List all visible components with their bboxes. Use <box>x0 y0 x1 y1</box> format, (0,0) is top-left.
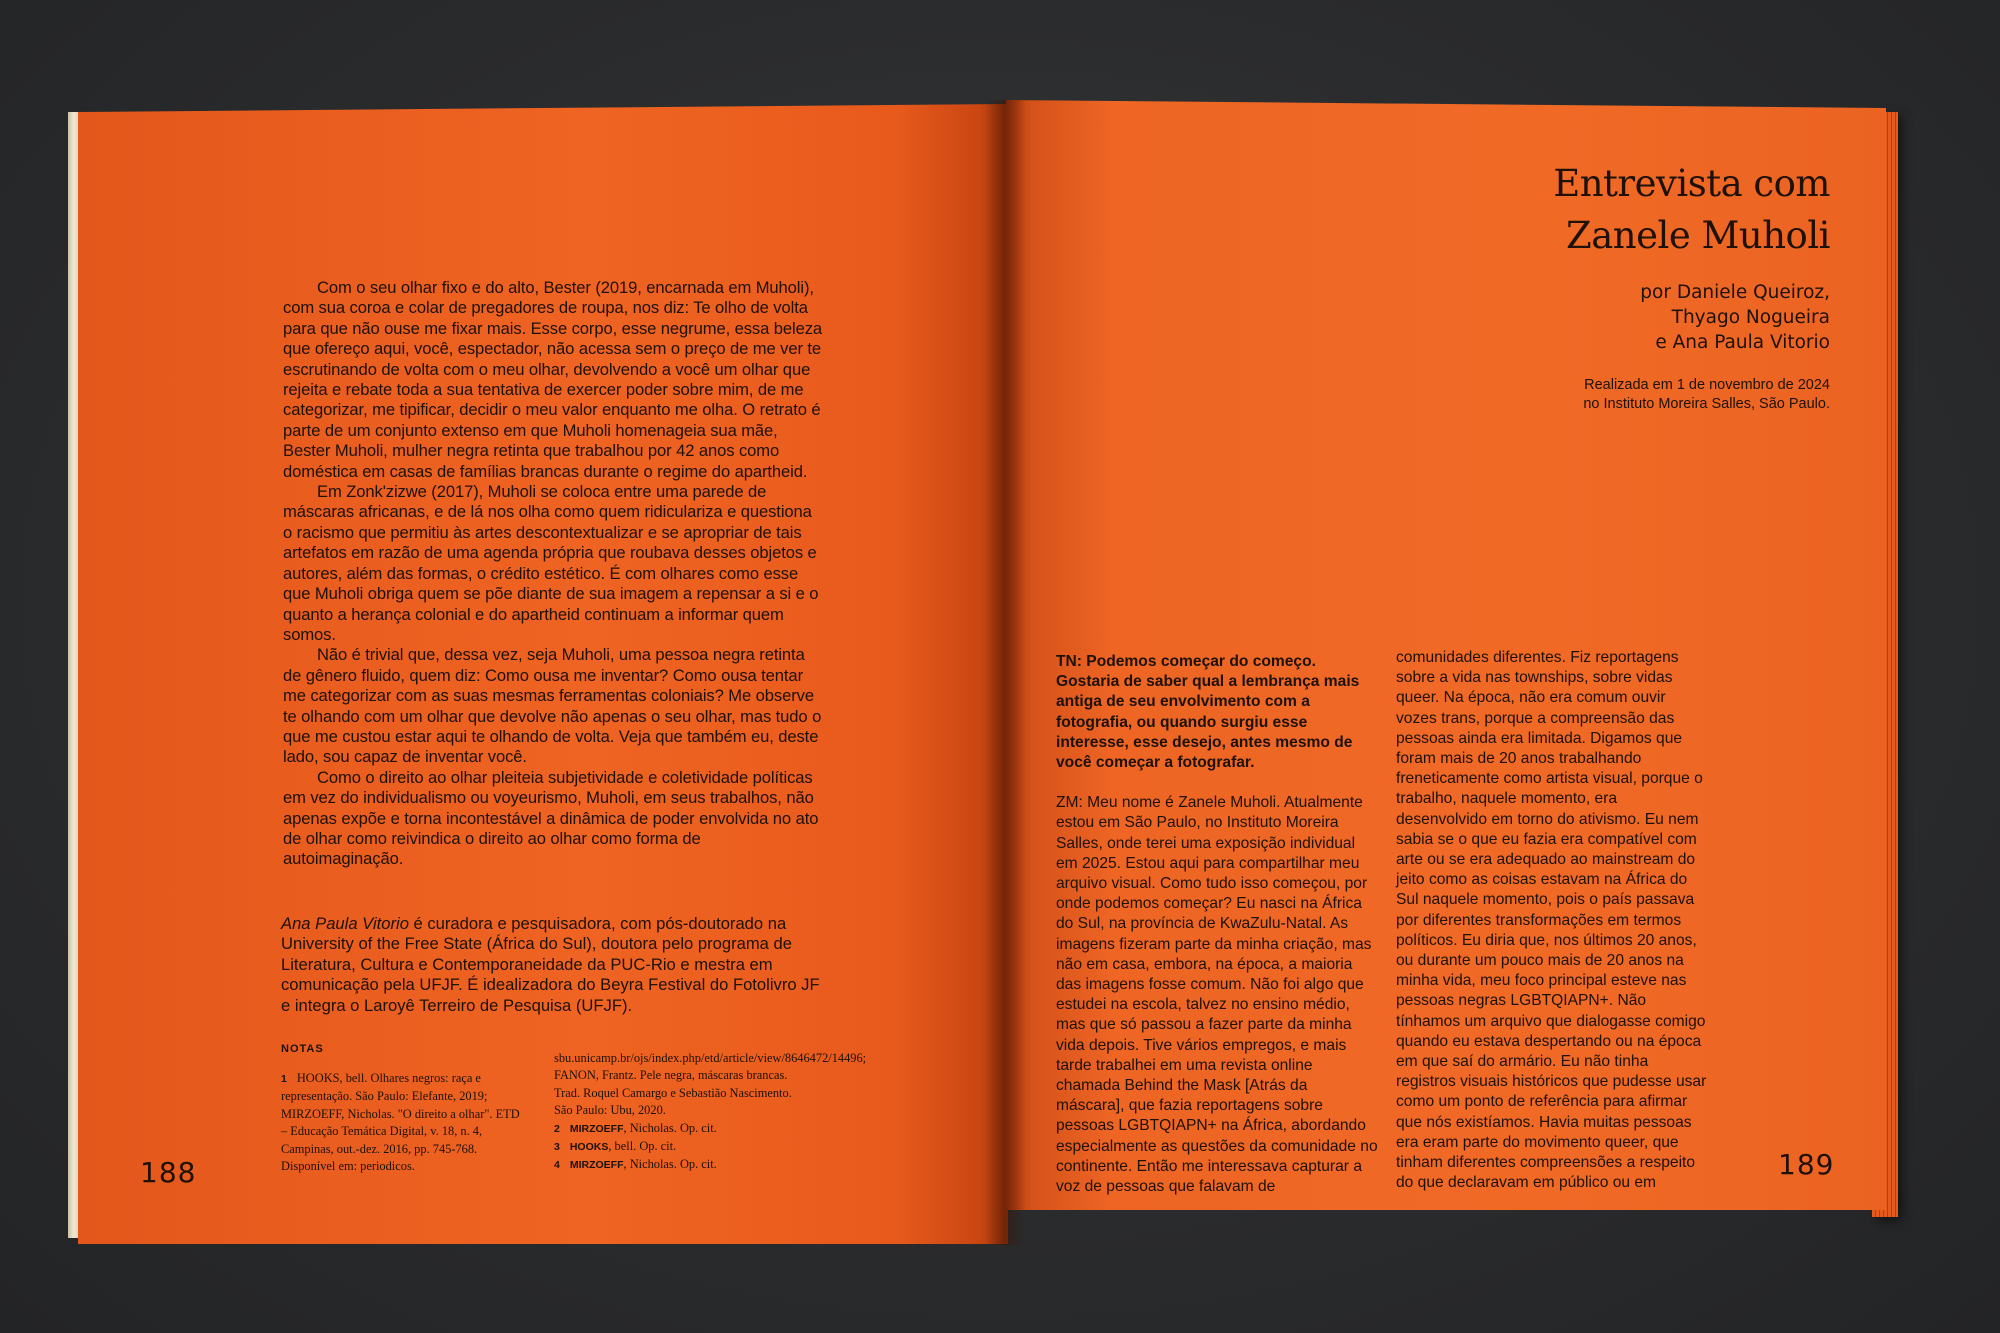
article-title-line: Zanele Muholi <box>1566 214 1830 257</box>
dateline-line: Realizada em 1 de novembro de 2024 <box>1584 377 1830 393</box>
interview-question: TN: Podemos começar do começo. Gostaria de saber qual a lembrança mais antiga de seu envolvimento com a fotografia, ou quando surgiu esse interesse, esse desejo, antes mesmo de você começar a fotografar. <box>1056 653 1360 772</box>
notes-column-1 <box>281 1070 526 1175</box>
note-author: HOOKS <box>569 1141 609 1154</box>
interview-column-2 <box>1396 648 1710 1193</box>
byline-line: e Ana Paula Vitorio <box>1655 332 1830 353</box>
author-bio-name: Ana Paula Vitorio <box>281 914 409 933</box>
notes-heading: NOTAS <box>281 1043 324 1055</box>
note-number: 2 <box>554 1122 560 1135</box>
note-item <box>554 1138 802 1156</box>
article-title <box>1380 158 1830 262</box>
essay-body <box>283 278 823 870</box>
note-text: HOOKS, bell. Olhares negros: raça e representação. São Paulo: Elefante, 2019; MIRZOEFF, Nicholas. "O direito a olhar". ETD – Educação Temática Digital, v. 18, n. 4, Campinas, out.-dez. 2016, pp. 745-768. Disponível em: periodicos. <box>281 1071 520 1174</box>
note-item <box>554 1156 802 1174</box>
note-author: MIRZOEFF <box>569 1159 624 1172</box>
dateline-line: no Instituto Moreira Salles, São Paulo. <box>1583 396 1830 412</box>
article-dateline <box>1480 376 1830 414</box>
note-text: , bell. Op. cit. <box>608 1139 677 1154</box>
interview-answer: ZM: Meu nome é Zanele Muholi. Atualmente estou em São Paulo, no Instituto Moreira Salles, onde terei uma exposição individual em 2025. Estou aqui para compartilhar meu arquivo visual. Como tudo isso começou, por onde podemos começar? Eu nasci na África do Sul, na província de KwaZulu-Natal. As imagens fizeram parte da minha criação, mas não em casa, embora, na época, a maioria das imagens fosse comum. Não foi algo que estudei na escola, talvez no ensino médio, mas que só passou a fazer parte da minha vida depois. Tive vários empregos, e mais tarde trabalhei em uma revista online chamada Behind the Mask [Atrás da máscara], que fazia reportagens sobre pessoas LGBTQIAPN+ na África, abordando especialmente as questões da comunidade no continente. Então me interessava capturar a voz de pessoas que falavam de <box>1056 794 1378 1196</box>
note-item <box>281 1070 526 1175</box>
article-byline <box>1480 280 1830 355</box>
essay-paragraph: Não é trivial que, dessa vez, seja Muholi, uma pessoa negra retinta de gênero fluido, quem diz: Como ousa me inventar? Como ousa tentar me categorizar com as suas mesmas ferramentas coloniais? Me observe te olhando com um olhar que devolve não apenas o seu olhar, mas tudo o que me custou estar aqui te olhando de volta. Veja que também eu, deste lado, sou capaz de inventar você. <box>283 645 822 767</box>
author-bio-text: é curadora e pesquisadora, com pós-doutorado na University of the Free State (África do Sul), doutora pelo programa de Literatura, Cultura e Contemporaneidade da PUC-Rio e mestra em comunicação pela UFJF. É idealizadora do Beyra Festival do Fotolivro JF e integra o Laroyê Terreiro de Pesquisa (UFJF). <box>281 914 820 1015</box>
note-text: , Nicholas. Op. cit. <box>623 1157 717 1172</box>
essay-paragraph: Como o direito ao olhar pleiteia subjetividade e coletividade políticas em vez do individualismo ou voyeurismo, Muholi, em seus trabalhos, não apenas expõe e torna incontestável a dinâmica de poder envolvida no ato de olhar como reivindica o direito ao olhar como forma de autoimaginação. <box>283 767 819 869</box>
page-number-left: 188 <box>140 1156 197 1189</box>
note-item <box>554 1120 802 1138</box>
interview-answer-continued: comunidades diferentes. Fiz reportagens sobre a vida nas townships, sobre vidas queer. Na época, não era comum ouvir vozes trans, porque a compreensão das pessoas ainda era limitada. Digamos que foram mais de 20 anos trabalhando freneticamente como artista visual, porque o trabalho, naquele momento, era desenvolvido em torno do ativismo. Eu nem sabia se o que eu fazia era compatível com arte ou se era adequado ao mainstream do jeito como as coisas estavam na África do Sul naquele momento, pois o país passava por diferentes transformações em termos políticos. Eu diria que, nos últimos 20 anos, ou durante um pouco mais de 20 anos na minha vida, meu foco principal esteve nas pessoas negras LGBTQIAPN+. Não tínhamos um arquivo que dialogasse comigo quando eu estava despertando ou na época em que saí do armário. Eu não tinha registros visuais históricos que pudesse usar como um ponto de referência para afirmar que nós existíamos. Havia muitas pessoas era eram parte do movimento queer, que tinham diferentes compreensões a respeito do que declaravam em público ou em <box>1396 649 1707 1192</box>
essay-paragraph: Em Zonk'zizwe (2017), Muholi se coloca entre uma parede de máscaras africanas, e de lá nos olha como quem ridiculariza e questiona o racismo que permitiu às artes descontextualizar e se apropriar de tais artefatos em razão de uma agenda própria que roubava desses objetos e autores, além das formas, o crédito estético. É com olhares como esse que Muholi obriga quem se põe diante de sua imagem a repensar a si e o quanto a herança colonial e do apartheid continuam a informar quem somos. <box>283 482 819 644</box>
author-bio <box>281 914 821 1016</box>
page-number-right: 189 <box>1778 1148 1835 1181</box>
note-continuation: sbu.unicamp.br/ojs/index.php/etd/article/view/8646472/14496; FANON, Frantz. Pele negra, máscaras brancas. Trad. Roquel Camargo e Sebastião Nascimento. São Paulo: Ubu, 2020. <box>554 1051 867 1118</box>
note-author: MIRZOEFF <box>569 1122 624 1135</box>
article-title-line: Entrevista com <box>1553 162 1830 205</box>
notes-column-2 <box>554 1050 867 1175</box>
note-number: 1 <box>281 1073 287 1085</box>
note-number: 3 <box>554 1141 560 1154</box>
note-number: 4 <box>554 1159 560 1172</box>
note-text: , Nicholas. Op. cit. <box>623 1120 717 1135</box>
book-gutter <box>985 100 1025 1245</box>
byline-line: por Daniele Queiroz, <box>1640 282 1830 303</box>
interview-column-1 <box>1056 652 1378 1197</box>
byline-line: Thyago Nogueira <box>1671 307 1830 328</box>
essay-paragraph: Com o seu olhar fixo e do alto, Bester (2019, encarnada em Muholi), com sua coroa e colar de pregadores de roupa, nos diz: Te olho de volta para que não ouse me fixar mais. Esse corpo, esse negrume, essa beleza que ofereço aqui, você, espectador, não acessa sem o preço de me ver te escrutinando de volta com o meu olhar, devolvendo a você um olhar que rejeita e rebate toda a sua tentativa de exercer poder sobre mim, de me categorizar, me tipificar, decidir o meu valor enquanto me olha. O retrato é parte de um conjunto extenso em que Muholi homenageia sua mãe, Bester Muholi, mulher negra retinta que trabalhou por 42 anos como doméstica em casas de famílias brancas durante o regime do apartheid. <box>283 278 823 481</box>
